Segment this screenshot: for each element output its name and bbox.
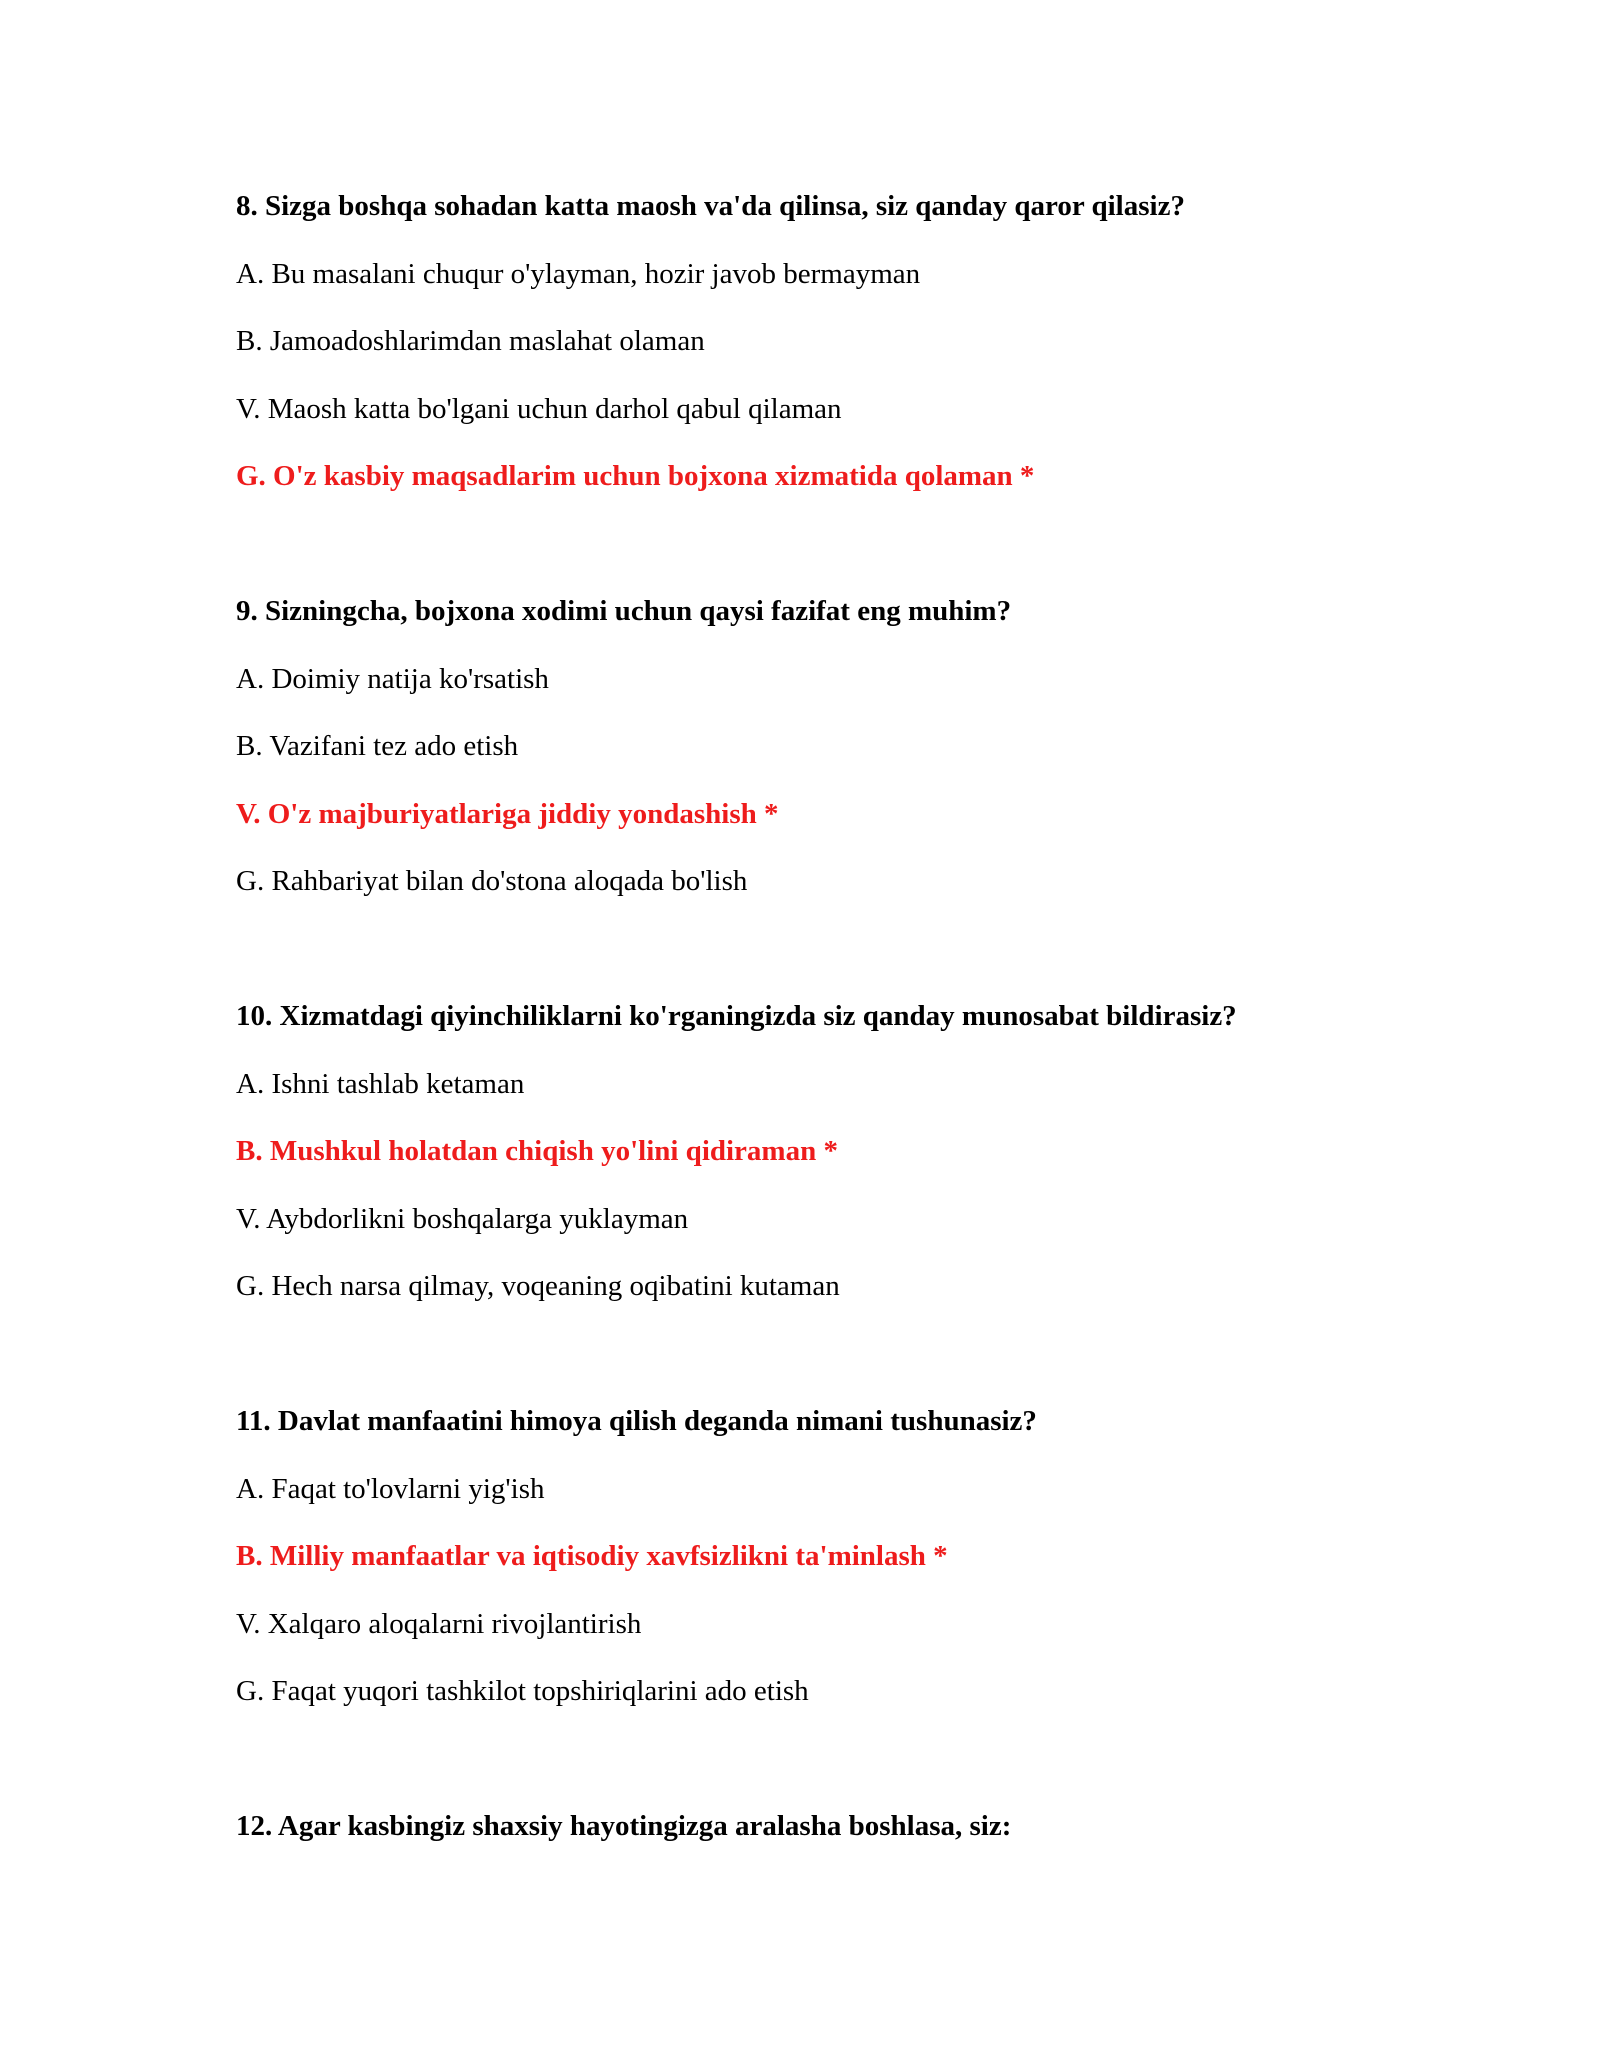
option-8-a: A. Bu masalani chuqur o'ylayman, hozir javob bermayman: [236, 258, 921, 290]
option-9-b: B. Vazifani tez ado etish: [236, 730, 519, 762]
option-10-v: V. Aybdorlikni boshqalarga yuklayman: [236, 1203, 689, 1235]
option-10-g: G. Hech narsa qilmay, voqeaning oqibatini kutaman: [236, 1270, 840, 1302]
option-8-v: V. Maosh katta bo'lgani uchun darhol qabul qilaman: [236, 393, 842, 425]
correct-option-11-b: B. Milliy manfaatlar va iqtisodiy xavfsizlikni ta'minlash *: [236, 1540, 948, 1572]
option-9-a: A. Doimiy natija ko'rsatish: [236, 663, 549, 695]
question-8: 8. Sizga boshqa sohadan katta maosh va'da qilinsa, siz qanday qaror qilasiz?: [236, 190, 1185, 222]
option-10-a: A. Ishni tashlab ketaman: [236, 1068, 525, 1100]
correct-option-9-v: V. O'z majburiyatlariga jiddiy yondashish *: [236, 798, 779, 830]
option-8-b: B. Jamoadoshlarimdan maslahat olaman: [236, 325, 705, 357]
correct-option-10-b: B. Mushkul holatdan chiqish yo'lini qidiraman *: [236, 1135, 838, 1167]
question-10: 10. Xizmatdagi qiyinchiliklarni ko'rganingizda siz qanday munosabat bildirasiz?: [236, 1000, 1237, 1032]
correct-option-8-g: G. O'z kasbiy maqsadlarim uchun bojxona xizmatida qolaman *: [236, 460, 1035, 492]
option-9-g: G. Rahbariyat bilan do'stona aloqada bo'lish: [236, 865, 748, 897]
option-11-a: A. Faqat to'lovlarni yig'ish: [236, 1473, 545, 1505]
option-11-v: V. Xalqaro aloqalarni rivojlantirish: [236, 1608, 642, 1640]
question-11: 11. Davlat manfaatini himoya qilish deganda nimani tushunasiz?: [236, 1405, 1037, 1437]
option-11-g: G. Faqat yuqori tashkilot topshiriqlarini ado etish: [236, 1675, 809, 1707]
question-9: 9. Sizningcha, bojxona xodimi uchun qaysi fazifat eng muhim?: [236, 595, 1012, 627]
question-12: 12. Agar kasbingiz shaxsiy hayotingizga aralasha boshlasa, siz:: [236, 1810, 1012, 1842]
